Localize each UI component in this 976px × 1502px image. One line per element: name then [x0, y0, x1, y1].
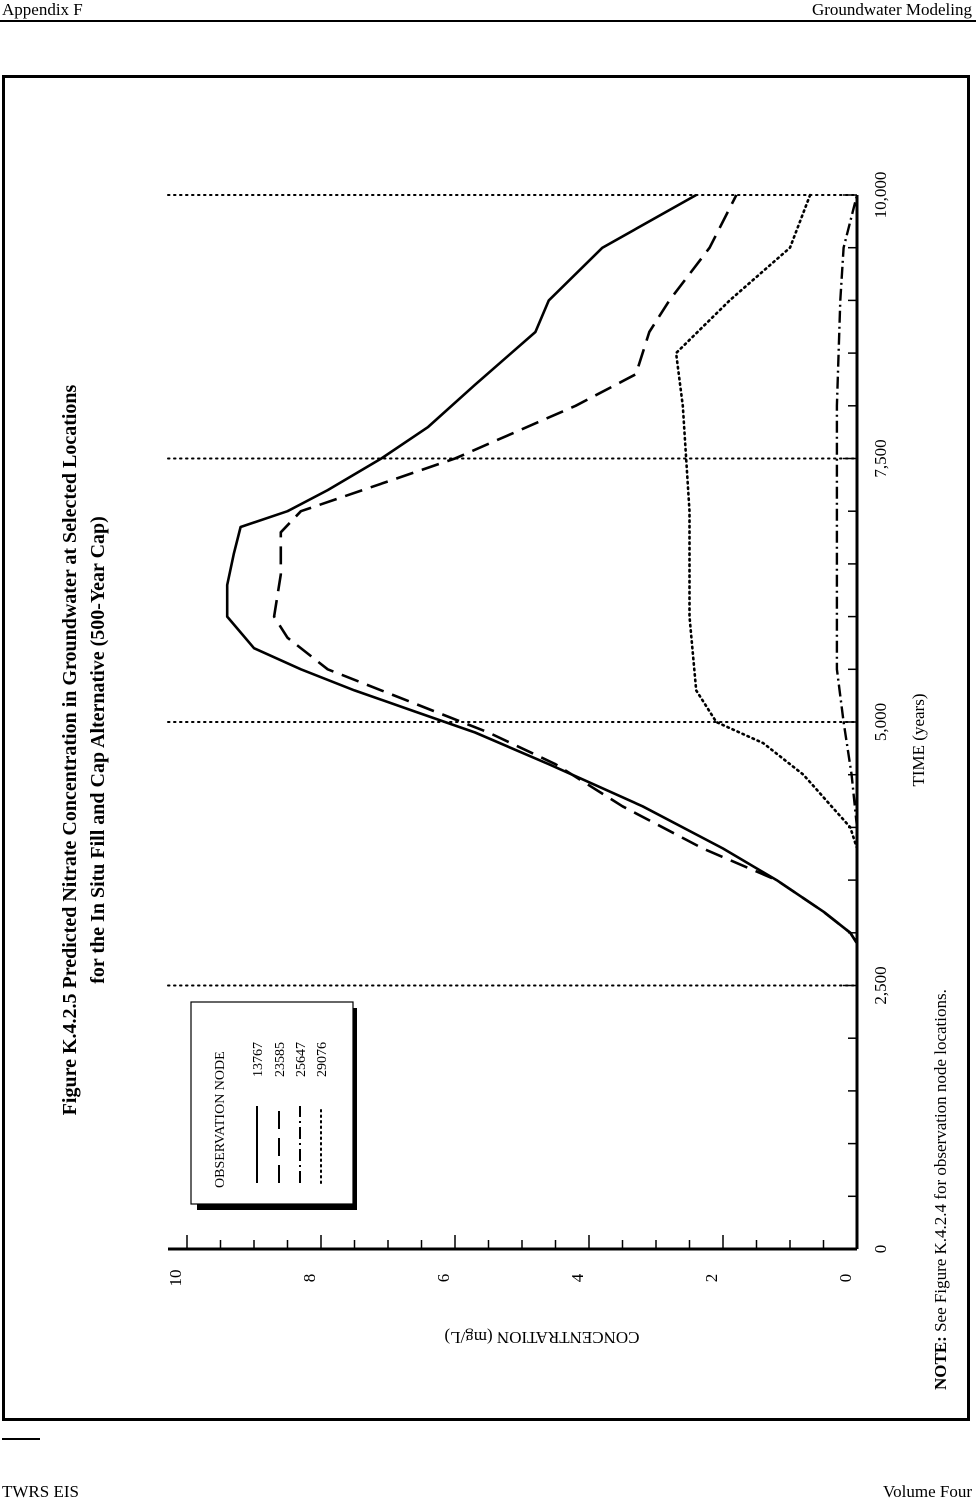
legend-label-23585: 23585 [273, 1042, 288, 1077]
series-23585-line [274, 195, 857, 943]
legend-title: OBSERVATION NODE [213, 1051, 228, 1188]
footer-left: TWRS EIS [2, 1482, 79, 1501]
legend-label-13767: 13767 [251, 1042, 266, 1077]
x-tick-label: 7,500 [871, 439, 890, 478]
x-tick-label: 10,000 [871, 171, 890, 219]
chart-title-line2: for the In Situ Fill and Cap Alternative (500-Year Cap) [87, 516, 109, 984]
note-label: NOTE: [931, 1336, 950, 1390]
x-tick-label: 0 [871, 1244, 890, 1254]
y-tick-label: 10 [166, 1269, 185, 1287]
legend-label-25647: 25647 [294, 1042, 309, 1077]
y-tick-label: 8 [300, 1273, 319, 1283]
y-tick-label: 2 [702, 1273, 721, 1283]
legend-label-29076: 29076 [315, 1042, 330, 1077]
y-tick-label: 4 [568, 1273, 587, 1283]
y-axis-label: CONCENTRATION (mg/L) [444, 1328, 640, 1347]
chart-title-line1: Figure K.4.2.5 Predicted Nitrate Concentration in Groundwater at Selected Locations [59, 384, 81, 1116]
series-13767-line [227, 195, 857, 943]
y-tick-label: 0 [836, 1273, 855, 1283]
x-axis-label: TIME (years) [909, 693, 928, 787]
y-tick-label: 6 [434, 1273, 453, 1283]
header-left: Appendix F [2, 0, 83, 19]
x-tick-label: 5,000 [871, 702, 890, 742]
header-right: Groundwater Modeling [811, 0, 972, 19]
series-29076-line [676, 195, 857, 849]
footer-mark [2, 1438, 40, 1440]
note [931, 989, 950, 1390]
legend [191, 1002, 357, 1210]
x-tick-label: 2,500 [871, 966, 890, 1005]
footer-right: Volume Four [883, 1482, 972, 1501]
note-text: See Figure K.4.2.4 for observation node locations. [931, 989, 950, 1337]
